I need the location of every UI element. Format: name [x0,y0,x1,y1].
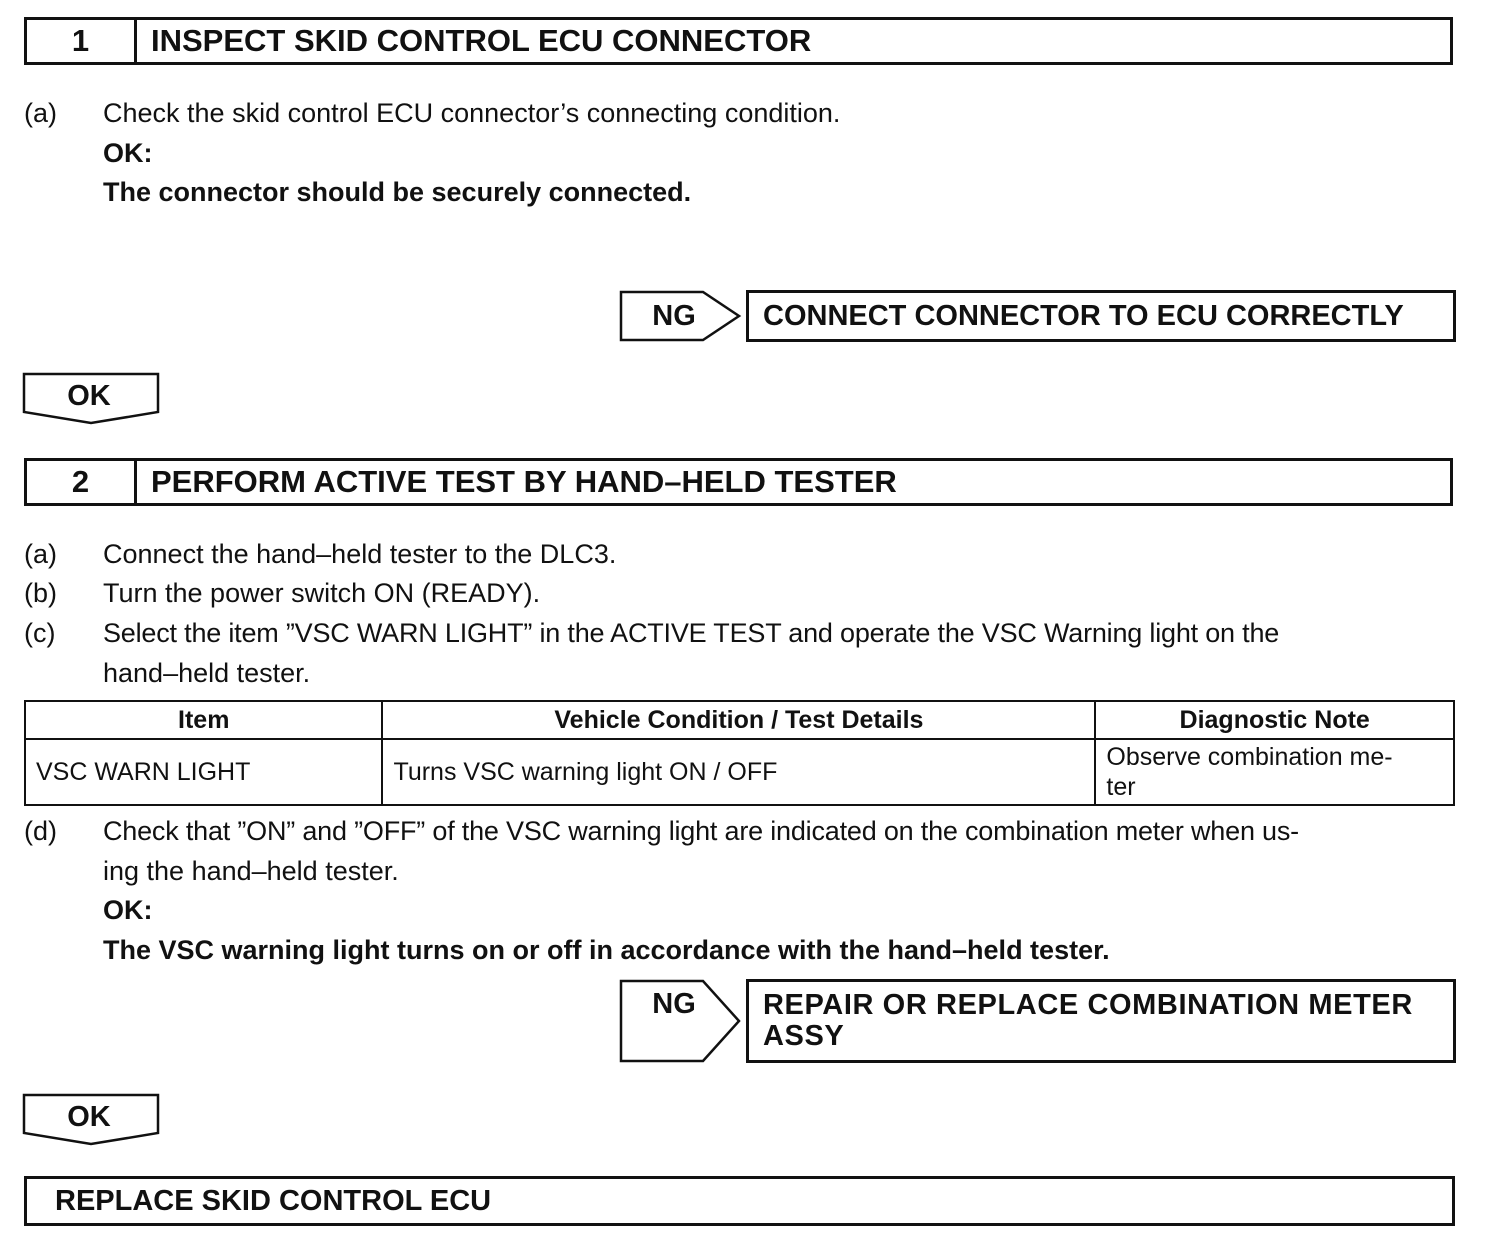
step-number: 1 [27,20,137,62]
table-header-row [25,701,1454,739]
step-1-header [24,17,1453,65]
step-title: INSPECT SKID CONTROL ECU CONNECTOR [151,23,812,58]
step-number: 2 [27,461,137,503]
ok-criteria: The VSC warning light turns on or off in accordance with the hand–held tester. [103,935,1110,965]
active-test-table [24,700,1455,806]
ok-arrow-label: OK [67,379,111,412]
column-header: Item [25,701,382,739]
ok-criteria: The connector should be securely connected. [103,177,692,207]
step-2-header [24,458,1453,506]
table-cell: VSC WARN LIGHT [25,739,382,805]
step-title: PERFORM ACTIVE TEST BY HAND–HELD TESTER [151,464,897,499]
item-text: Turn the power switch ON (READY). [103,578,541,608]
ng-label: NG [652,299,696,332]
ng-label: NG [652,987,696,1020]
ok-label: OK: [103,138,153,168]
ok-label: OK: [103,895,153,925]
ng-action: CONNECT CONNECTOR TO ECU CORRECTLY [763,299,1404,332]
item-text: ing the hand–held tester. [103,856,399,886]
ng-action-box [746,979,1456,1063]
table-cell: Turns VSC warning light ON / OFF [382,739,1095,805]
table-cell [1095,739,1454,805]
item-label: (d) [24,816,57,846]
item-text: Check that ”ON” and ”OFF” of the VSC warning light are indicated on the combination meter when us- [103,816,1299,846]
note-line: ter [1106,773,1136,801]
item-text: Select the item ”VSC WARN LIGHT” in the ACTIVE TEST and operate the VSC Warning light on the [103,618,1280,648]
final-action: REPLACE SKID CONTROL ECU [55,1184,492,1217]
item-text: Connect the hand–held tester to the DLC3. [103,539,617,569]
table-row [25,739,1454,805]
item-label: (c) [24,618,56,648]
column-header: Vehicle Condition / Test Details [382,701,1095,739]
ng-action-box [746,290,1456,342]
item-label: (a) [24,98,57,128]
item-text: Check the skid control ECU connector’s connecting condition. [103,98,841,128]
final-action-box [24,1176,1455,1226]
ng-action: REPAIR OR REPLACE COMBINATION METER [763,989,1413,1021]
item-label: (b) [24,578,57,608]
ok-arrow-label: OK [67,1100,111,1133]
item-label: (a) [24,539,57,569]
note-line: Observe combination me- [1106,743,1393,771]
ng-action: ASSY [763,1020,845,1052]
item-text: hand–held tester. [103,658,311,688]
column-header: Diagnostic Note [1095,701,1454,739]
